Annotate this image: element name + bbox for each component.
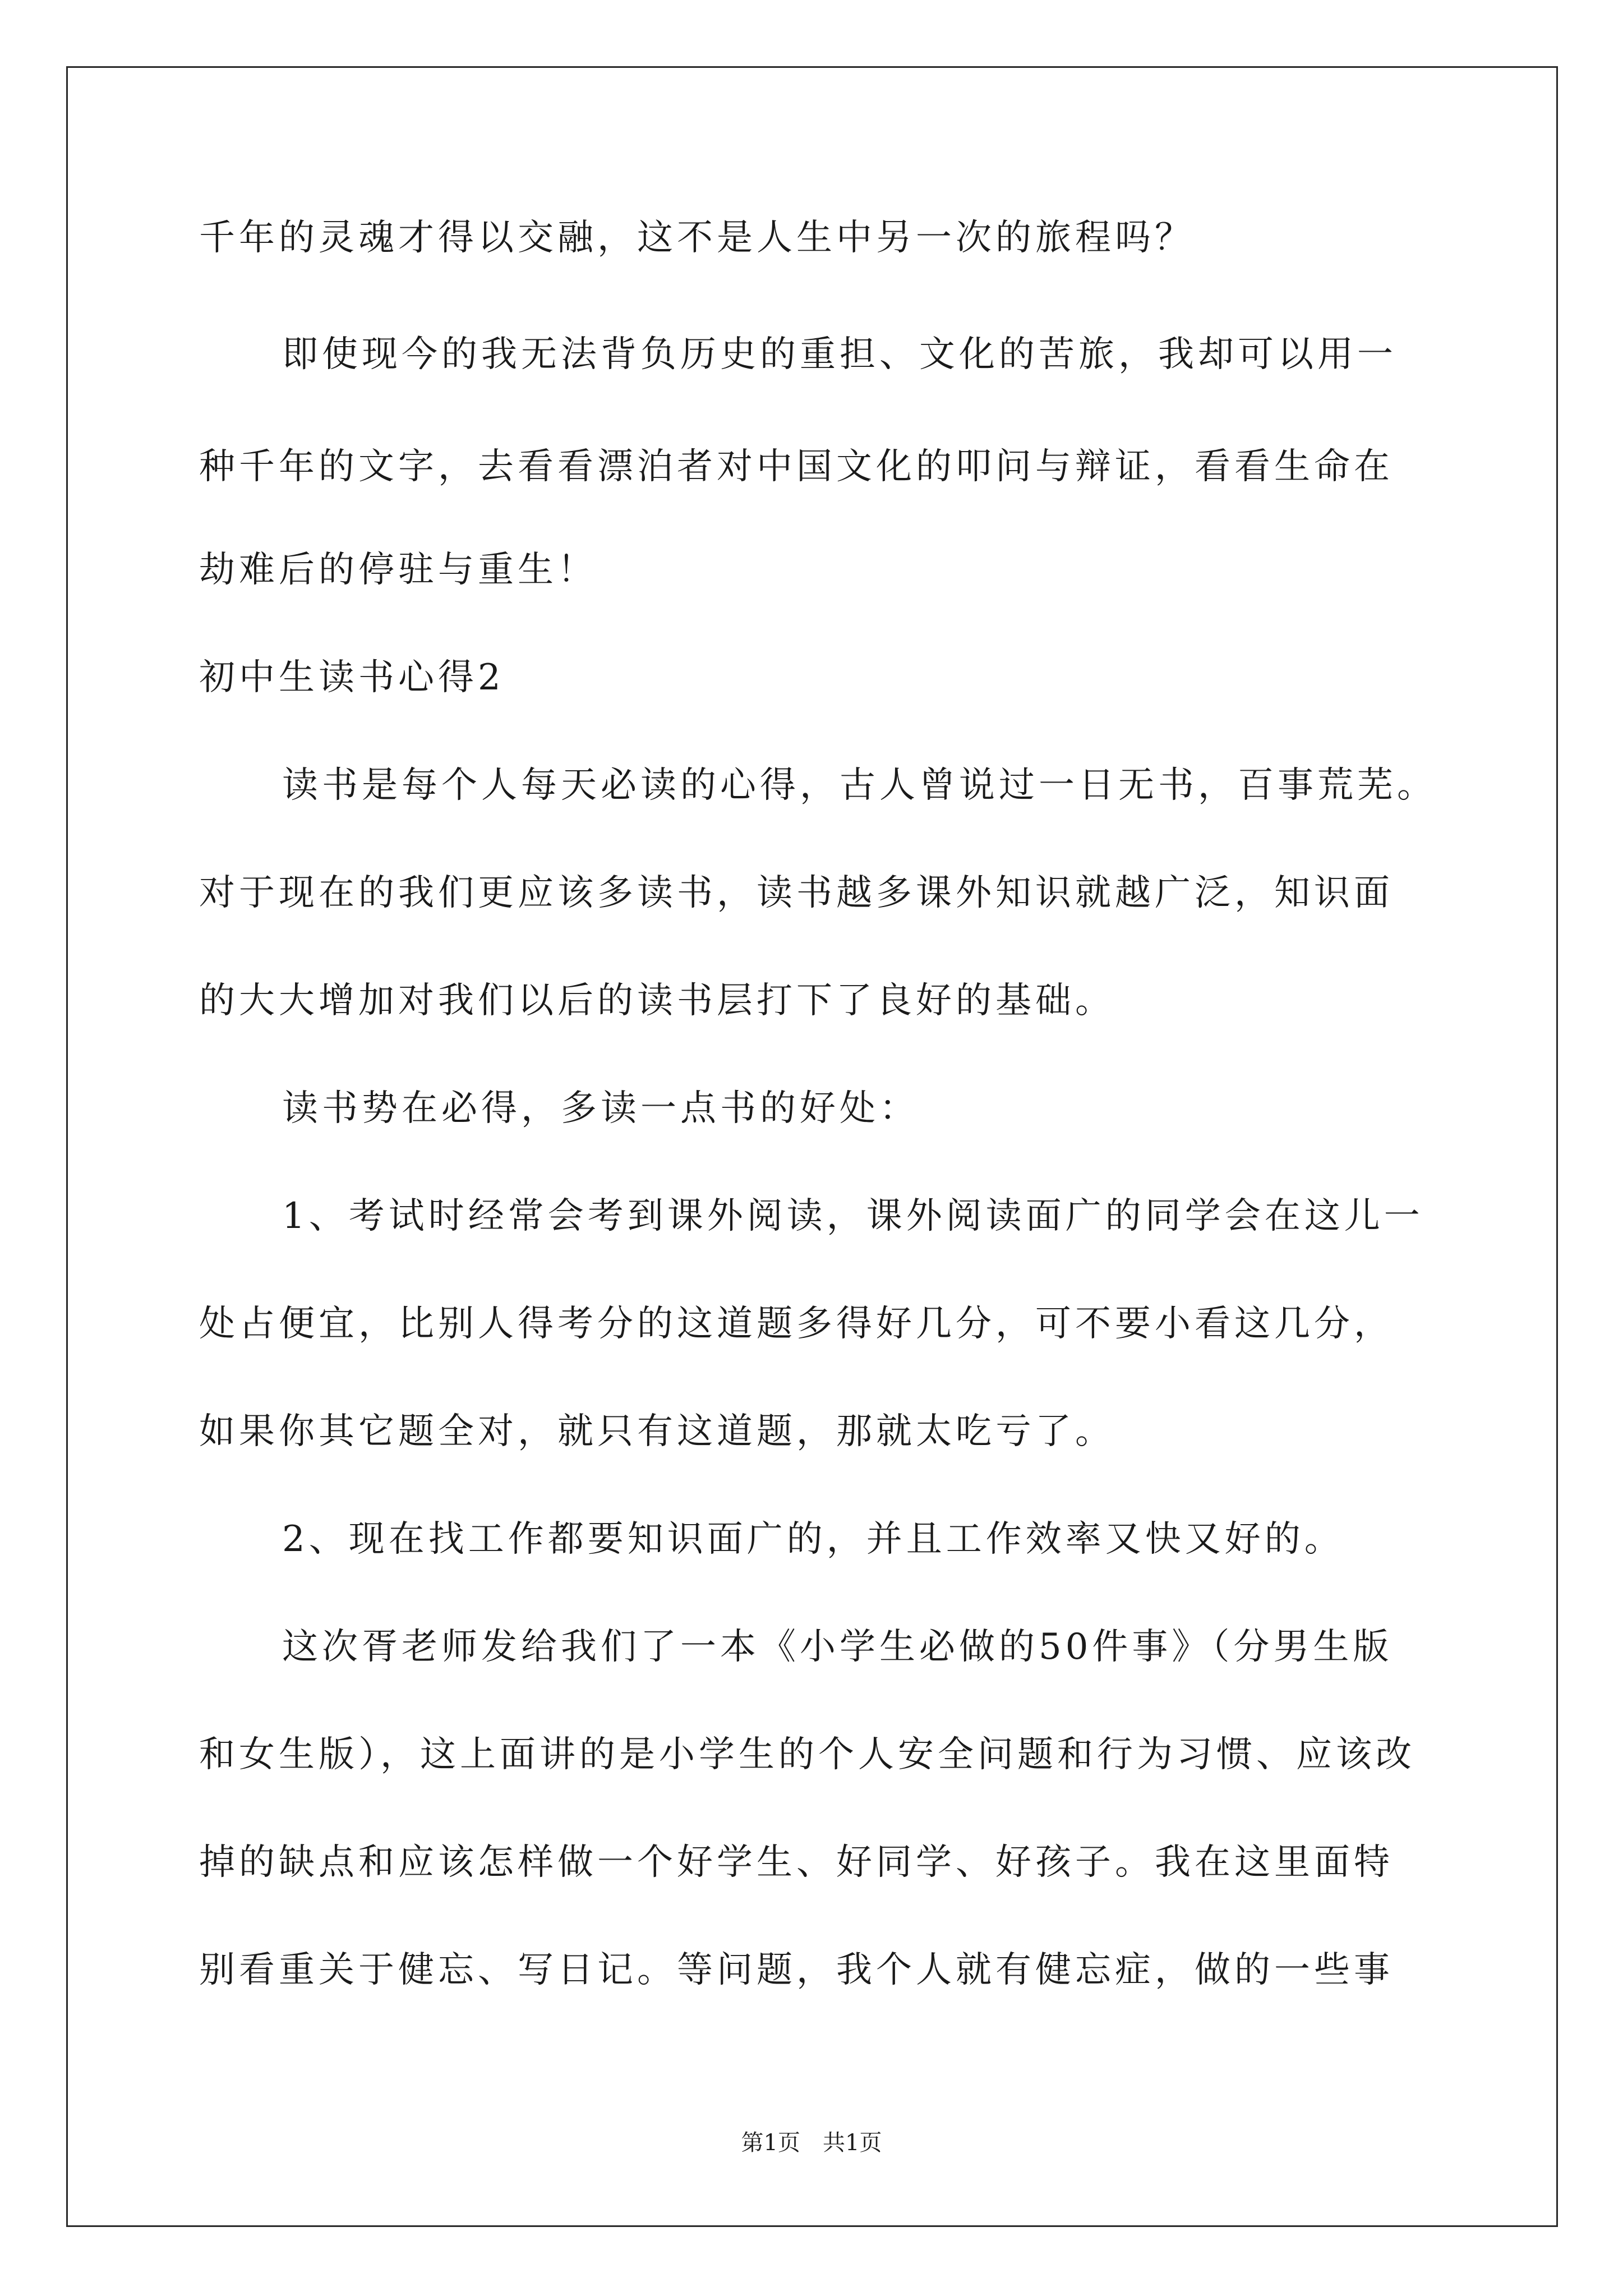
text-line: 的大大增加对我们以后的读书层打下了良好的基础。 xyxy=(199,980,1115,1022)
text-line: 和女生版），这上面讲的是小学生的个人安全问题和行为习惯、应该改 xyxy=(199,1734,1415,1775)
text-line: 种千年的文字，去看看漂泊者对中国文化的叩问与辩证，看看生命在 xyxy=(199,446,1394,487)
text-line: 千年的灵魂才得以交融，这不是人生中另一次的旅程吗？ xyxy=(199,217,1195,259)
text-line: 处占便宜，比别人得考分的这道题多得好几分，可不要小看这几分， xyxy=(199,1303,1394,1345)
text-line: 掉的缺点和应该怎样做一个好学生、好同学、好孩子。我在这里面特 xyxy=(199,1842,1394,1883)
text-line: 如果你其它题全对，就只有这道题，那就太吃亏了。 xyxy=(199,1411,1115,1452)
page-border xyxy=(66,66,1558,2227)
text-line: 2、现在找工作都要知识面广的，并且工作效率又快又好的。 xyxy=(282,1519,1344,1560)
section-heading: 初中生读书心得2 xyxy=(199,657,505,698)
text-line: 读书势在必得，多读一点书的好处： xyxy=(282,1088,919,1129)
text-line: 这次胥老师发给我们了一本《小学生必做的50件事》（分男生版 xyxy=(282,1626,1393,1668)
text-line: 读书是每个人每天必读的心得，古人曾说过一日无书，百事荒芜。 xyxy=(282,765,1437,806)
text-line: 别看重关于健忘、写日记。等问题，我个人就有健忘症，做的一些事 xyxy=(199,1949,1394,1991)
page-footer: 第1页 共1页 xyxy=(741,2130,882,2156)
text-line: 即使现今的我无法背负历史的重担、文化的苦旅，我却可以用一 xyxy=(282,334,1397,375)
text-line: 劫难后的停驻与重生！ xyxy=(199,549,597,591)
text-line: 1、考试时经常会考到课外阅读，课外阅读面广的同学会在这儿一 xyxy=(282,1195,1424,1237)
text-line: 对于现在的我们更应该多读书，读书越多课外知识就越广泛，知识面 xyxy=(199,872,1394,914)
